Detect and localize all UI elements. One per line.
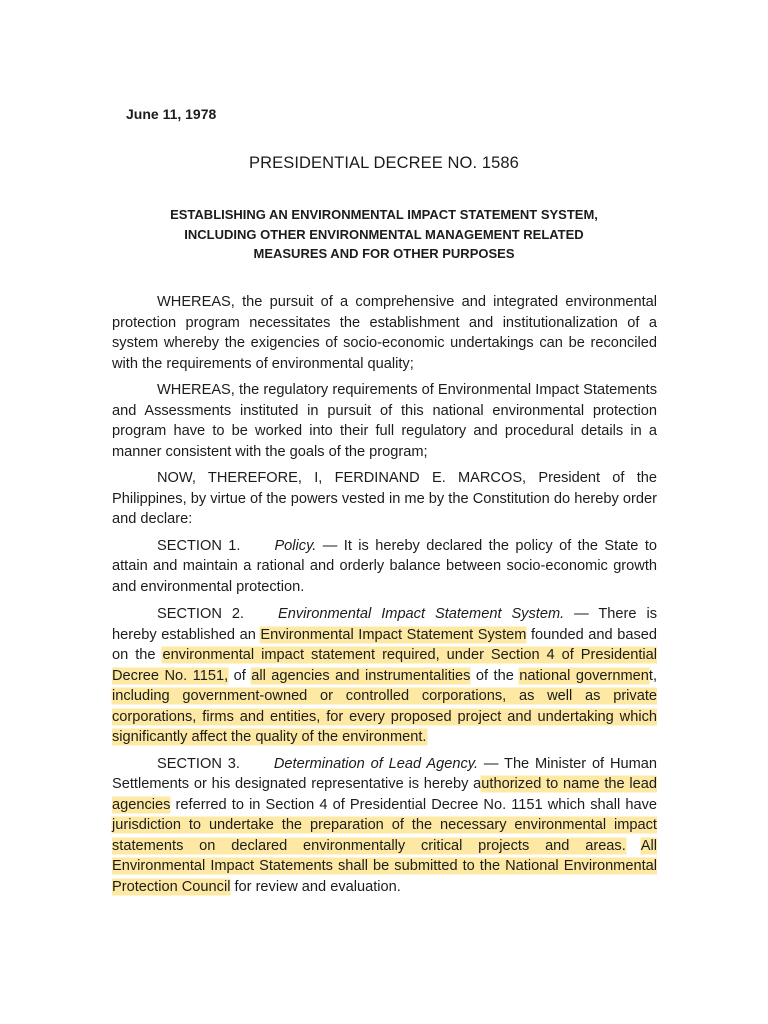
decree-date: June 11, 1978 <box>126 106 217 122</box>
decree-subtitle <box>120 205 648 264</box>
subtitle-line: ESTABLISHING AN ENVIRONMENTAL IMPACT STATEMENT SYSTEM, <box>170 207 598 222</box>
section-label: SECTION 1. <box>157 537 241 554</box>
section-text: referred to in Section 4 of Presidential Decree No. 1151 which shall have <box>170 796 657 813</box>
section-text: — The Minister of Human Settlements or his designated representative is hereby a <box>112 755 657 792</box>
highlighted-text: environmental impact statement required, under Section 4 of Presidential Decree No. 1151, <box>112 647 658 684</box>
subtitle-line: MEASURES AND FOR OTHER PURPOSES <box>253 246 515 261</box>
section-text: for review and evaluation. <box>230 878 401 895</box>
section-label: SECTION 2. <box>157 606 244 622</box>
section-text: — There is hereby established an <box>112 606 657 643</box>
highlighted-text: all agencies and instrumentalities <box>251 667 471 684</box>
section-label: SECTION 3. <box>157 755 240 772</box>
highlighted-text: All Environmental Impact Statements shall be submitted to the National Environmental Protection Council <box>112 837 657 895</box>
highlighted-text: jurisdiction to undertake the preparation of the necessary environmental impact statements on declared environmentally critical projects and areas. <box>112 817 657 854</box>
section-text: of the <box>470 667 520 684</box>
subtitle-line: INCLUDING OTHER ENVIRONMENTAL MANAGEMENT RELATED <box>184 226 584 242</box>
highlighted-text: national governmen <box>519 667 649 684</box>
section-2-paragraph <box>112 604 657 748</box>
section-text: of <box>228 667 252 684</box>
highlighted-text: uthorized to name the lead agencies <box>112 776 657 813</box>
section-title: Determination of Lead Agency. <box>273 755 479 772</box>
whereas-paragraph-1: WHEREAS, the pursuit of a comprehensive and integrated environmental protection program necessitates the establishment and institutionalization of a system whereby the exigencies of socio-economic undertakings can be reconciled with the requirements of environmental quality; <box>112 294 657 372</box>
whereas-paragraph-2: WHEREAS, the regulatory requirements of Environmental Impact Statements and Assessments instituted in pursuit of this national environmental protection program have to be worked into their full regulatory and procedural details in a manner consistent with the goals of the program; <box>112 382 657 460</box>
section-title: Environmental Impact Statement System. <box>278 606 565 622</box>
highlighted-text: Environmental Impact Statement System <box>260 626 527 643</box>
section-title: Policy. <box>274 537 317 554</box>
section-text: — It is hereby declared the policy of the State to attain and maintain a rational and orderly balance between socio-economic growth and environmental protection. <box>112 537 658 595</box>
section-3-paragraph <box>112 754 657 898</box>
section-text <box>626 838 641 854</box>
section-1-paragraph <box>112 536 657 598</box>
now-therefore-paragraph: NOW, THEREFORE, I, FERDINAND E. MARCOS, President of the Philippines, by virtue of the powers vested in me by the Constitution do hereby order and declare: <box>112 470 657 527</box>
highlighted-text: including government-owned or controlled corporations, as well as private corporations, firms and entities, for every proposed project and undertaking which significantly affect the quality of the environment. <box>112 688 657 745</box>
decree-title: PRESIDENTIAL DECREE NO. 1586 <box>249 154 519 172</box>
decree-body <box>112 292 657 897</box>
section-text: t, <box>648 667 658 684</box>
section-text: founded and based on the <box>112 626 657 663</box>
